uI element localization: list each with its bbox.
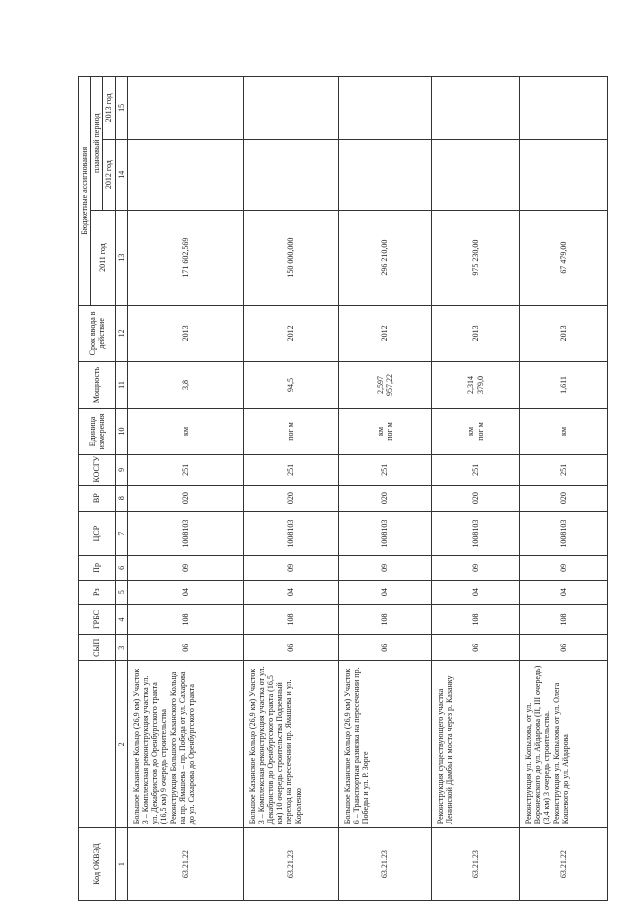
col-number: 9 (115, 455, 127, 485)
header-name (79, 661, 116, 828)
col-number: 13 (115, 210, 127, 305)
header-grbs: ГРБС (79, 604, 116, 634)
pr-code: 09 (127, 556, 243, 580)
amount-2012 (127, 139, 243, 210)
syi-code: 06 (432, 635, 520, 661)
pr-code: 09 (432, 556, 520, 580)
power-value: 94,5 (286, 377, 296, 392)
col-number: 2 (115, 661, 127, 828)
syi-code: 06 (243, 635, 338, 661)
project-name: Большое Казанское Кольцо (26,9 км) Участок 3 – Комплексная реконструкция участка от ул. Декабристов до Оренбургского тракта (16,5 км) 10 очередь строительства Подземный переход на пересечении пр. Ямашева и ул. Короленко (243, 661, 338, 828)
deadline-year: 2013 (520, 305, 608, 362)
col-number: 12 (115, 305, 127, 362)
syi-code: 06 (127, 635, 243, 661)
amount-2012 (243, 139, 338, 210)
unit-value: км (558, 426, 568, 436)
power-value: 2,314 (466, 375, 476, 394)
power-value: 3,8 (180, 379, 190, 390)
power-cell (338, 362, 431, 409)
header-pr: Пр (79, 556, 116, 580)
kosgu-code: 251 (338, 455, 431, 485)
project-name: Реконструкция ул. Копылова, от ул. Воронежского до ул. Айдарова (II, III очередь) (3,4 км) 3 очередь строительства. Реконструкция ул. Копылова от ул. Олега Кошевого до ул. Айдарова (520, 661, 608, 828)
unit-cell (338, 408, 431, 455)
header-deadline: Срок ввода в действие (79, 305, 116, 362)
amount-2012 (338, 139, 431, 210)
grbs-code: 108 (520, 604, 608, 634)
col-number: 11 (115, 362, 127, 409)
header-2012: 2012 год (103, 139, 115, 210)
rz-code: 04 (432, 580, 520, 604)
vr-code: 020 (127, 485, 243, 511)
syi-code: 06 (520, 635, 608, 661)
power-value: 1,611 (558, 376, 568, 394)
power-cell (520, 362, 608, 409)
okved-code: 63.21.23 (432, 828, 520, 901)
budget-table (78, 76, 608, 901)
grbs-code: 108 (432, 604, 520, 634)
amount-2011: 150 000,000 (243, 210, 338, 305)
header-kosgu: КОСГУ (79, 455, 116, 485)
grbs-code: 108 (243, 604, 338, 634)
grbs-code: 108 (127, 604, 243, 634)
amount-2011: 171 602,569 (127, 210, 243, 305)
kosgu-code: 251 (520, 455, 608, 485)
vr-code: 020 (243, 485, 338, 511)
unit-value: пог м (384, 422, 394, 441)
okved-code: 63.21.22 (127, 828, 243, 901)
csr-code: 1008103 (243, 511, 338, 555)
header-vr: ВР (79, 485, 116, 511)
header-planned: плановый период (91, 77, 103, 211)
vr-code: 020 (432, 485, 520, 511)
col-number: 15 (115, 77, 127, 140)
table-row (127, 77, 243, 901)
rz-code: 04 (338, 580, 431, 604)
header-csr: ЦСР (79, 511, 116, 555)
unit-value: пог м (475, 422, 485, 441)
header-2011: 2011 год (91, 210, 115, 305)
power-value: 2,597 (375, 375, 385, 394)
amount-2011: 67 479,00 (520, 210, 608, 305)
deadline-year: 2012 (338, 305, 431, 362)
amount-2012 (432, 139, 520, 210)
rotated-table-page (78, 76, 608, 901)
table-row (243, 77, 338, 901)
unit-cell (243, 408, 338, 455)
okved-code: 63.21.23 (243, 828, 338, 901)
col-number: 4 (115, 604, 127, 634)
unit-value: км (375, 426, 385, 436)
pr-code: 09 (520, 556, 608, 580)
header-power: Мощность (79, 362, 116, 409)
power-cell (243, 362, 338, 409)
amount-2011: 296 210,00 (338, 210, 431, 305)
rz-code: 04 (127, 580, 243, 604)
col-number: 3 (115, 635, 127, 661)
col-number: 14 (115, 139, 127, 210)
table-row (338, 77, 431, 901)
header-budget: Бюджетные ассигнования (79, 77, 91, 306)
amount-2011: 975 230,00 (432, 210, 520, 305)
csr-code: 1008103 (520, 511, 608, 555)
project-name: Большое Казанское Кольцо (26,9 км) Участок 6 – Транспортная развязка на пересечении пр. Победы и ул. Р. Зорге (338, 661, 431, 828)
header-2013: 2013 год (103, 77, 115, 140)
okved-code: 63.21.22 (520, 828, 608, 901)
syi-code: 06 (338, 635, 431, 661)
col-number: 6 (115, 556, 127, 580)
power-cell (127, 362, 243, 409)
header-rz: Рз (79, 580, 116, 604)
kosgu-code: 251 (127, 455, 243, 485)
header-okved: Код ОКВЭД (79, 828, 116, 901)
col-number: 7 (115, 511, 127, 555)
unit-value: км (180, 426, 190, 436)
col-number: 1 (115, 828, 127, 901)
amount-2013 (243, 77, 338, 140)
header-unit: Единица измерения (79, 408, 116, 455)
amount-2013 (520, 77, 608, 140)
deadline-year: 2012 (243, 305, 338, 362)
deadline-year: 2013 (432, 305, 520, 362)
table-row (520, 77, 608, 901)
project-name: Реконструкция существующего участка Ленинской Дамбы и моста через р. Казанку (432, 661, 520, 828)
kosgu-code: 251 (432, 455, 520, 485)
unit-value: пог м (286, 422, 296, 441)
power-value: 379,0 (475, 375, 485, 394)
amount-2012 (520, 139, 608, 210)
amount-2013 (127, 77, 243, 140)
power-cell (432, 362, 520, 409)
unit-cell (432, 408, 520, 455)
unit-cell (520, 408, 608, 455)
vr-code: 020 (338, 485, 431, 511)
pr-code: 09 (338, 556, 431, 580)
unit-cell (127, 408, 243, 455)
pr-code: 09 (243, 556, 338, 580)
col-number: 8 (115, 485, 127, 511)
header-syi: СЫП (79, 635, 116, 661)
table-row (432, 77, 520, 901)
vr-code: 020 (520, 485, 608, 511)
power-value: 957,22 (384, 373, 394, 396)
rz-code: 04 (243, 580, 338, 604)
col-number: 10 (115, 408, 127, 455)
rz-code: 04 (520, 580, 608, 604)
csr-code: 1008103 (127, 511, 243, 555)
deadline-year: 2013 (127, 305, 243, 362)
unit-value: км (466, 426, 476, 436)
col-number: 5 (115, 580, 127, 604)
csr-code: 1008103 (432, 511, 520, 555)
csr-code: 1008103 (338, 511, 431, 555)
amount-2013 (432, 77, 520, 140)
okved-code: 63.21.23 (338, 828, 431, 901)
kosgu-code: 251 (243, 455, 338, 485)
project-name: Большое Казанское Кольцо (26,9 км) Участок 3 – Комплексная реконструкция участка ул. ул. Декабристов до Оренбургского тракта (16,5 км) 9 очередь строительства Реконструкция Большого Казанского Кольца на пр. Ямашева – пр. Победа от ул. Сахарова до ул. Сахарова до Оренбургского тракта (127, 661, 243, 828)
amount-2013 (338, 77, 431, 140)
grbs-code: 108 (338, 604, 431, 634)
